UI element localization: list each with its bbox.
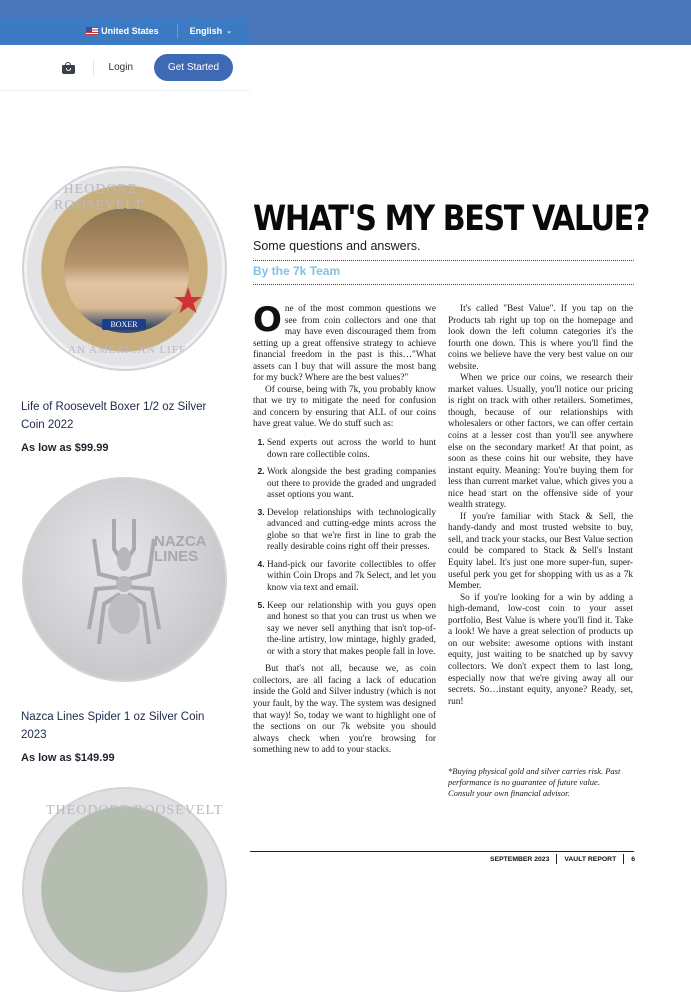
page-footer xyxy=(490,854,635,864)
locale-bar xyxy=(0,17,250,45)
spider-icon xyxy=(84,509,164,649)
country-selector[interactable] xyxy=(86,26,159,36)
language-label: English xyxy=(189,26,223,36)
article-column-right xyxy=(448,304,633,708)
paragraph: But that's not all, because we, as coin collectors, are all facing a lack of education inside the Gold and Silver industry (which is not your fault, by the way. The system was designed that way)! So, today we want to highlight one of the sections on our 7k website you should always check when you're browsing for something new to add to your stacks. xyxy=(253,664,436,756)
product-title[interactable]: Nazca Lines Spider 1 oz Silver Coin 2023 xyxy=(21,711,205,741)
list-item: 5. Keep our relationship with you guys open and honest so that you can trust us when we say we never sell anything that isn't top-of-the-line artistry, low mintage, highly graded, or with a story that makes people fall in love. xyxy=(267,600,436,659)
disclaimer: *Buying physical gold and silver carries risk. Past performance is no guarantee of future value. Consult your own financial advisor. xyxy=(448,766,621,798)
magazine-page xyxy=(250,91,691,899)
paragraph: ne of the most common questions we see from coin collectors and one that may have even discouraged them from setting up a great offensive strategy to achieve financial freedom in the past is this…"What assets can I buy that will assure the most bang for my buck? Where are the best values?" xyxy=(253,304,436,384)
product-price: As low as $99.99 xyxy=(21,442,109,454)
coin-inscription: AN AMERICAN LIFE xyxy=(68,344,187,356)
article-column-left xyxy=(253,300,436,757)
publication-name: VAULT REPORT xyxy=(564,855,617,863)
article-headline: WHAT'S MY BEST VALUE? xyxy=(253,199,649,239)
paragraph: So if you're looking for a win by adding a high-demand, low-cost coin to your asset portfolio, Best Value is where you'll find it. Take a look! We have a great selection of products up on our website: awesome options with instant equity, just waiting to be snatched up by savvy collectors. We don't expect them to last long, especially now that we're giving away all our secrets. So…instant equity, anyone? Ready, set, run! xyxy=(448,592,633,707)
list-item: 3. Develop relationships with technologically advanced and cutting-edge mints across the globe so that we're first in line to grab the really desirable coins right off their presses. xyxy=(267,507,436,554)
list-item: 2. Work alongside the best grading companies out there to provide the graded and ungraded asset options you want. xyxy=(267,466,436,502)
issue-date: SEPTEMBER 2023 xyxy=(490,855,550,863)
coin-inscription: THEODORE ROOSEVELT xyxy=(46,803,224,818)
get-started-button[interactable]: Get Started xyxy=(154,54,233,81)
language-selector[interactable] xyxy=(190,26,232,36)
paragraph: It's called "Best Value". If you tap on the Products tab right up top on the homepage and look down the left column categories it's the fourth one down. This is where you'll find the coins we believe have the very best value on our website. xyxy=(448,304,633,372)
shopping-bag-icon[interactable] xyxy=(62,62,75,74)
product-image-roosevelt[interactable] xyxy=(22,787,227,992)
product-title[interactable]: Life of Roosevelt Boxer 1/2 oz Silver Coin 2022 xyxy=(21,401,207,431)
navbar xyxy=(0,45,250,91)
divider xyxy=(556,854,557,864)
chevron-down-icon: ⌄ xyxy=(226,28,232,35)
page-number: 6 xyxy=(631,855,635,863)
list-item: 4. Hand-pick our favorite collectibles to offer within Coin Drops and 7k Select, and let you know via text and email. xyxy=(267,559,436,595)
paragraph: Of course, being with 7k, you probably know that we try to mitigate the need for confusion and concern by ensuring that ALL of our coins have great value. We do stuff such as: xyxy=(253,384,436,430)
product-price: As low as $149.99 xyxy=(21,752,115,764)
us-flag-icon xyxy=(86,27,98,35)
boxer-portrait xyxy=(64,208,189,333)
star-icon: ★ xyxy=(172,280,205,321)
coin-badge: BOXER xyxy=(102,319,146,330)
product-image-nazca-spider[interactable] xyxy=(22,477,227,682)
article-subhead: Some questions and answers. xyxy=(253,239,421,253)
country-label: United States xyxy=(101,26,159,36)
dropcap: O xyxy=(253,300,282,340)
numbered-list xyxy=(253,437,436,658)
divider xyxy=(623,854,624,864)
login-link[interactable]: Login xyxy=(108,62,133,73)
article-byline: By the 7k Team xyxy=(253,264,341,278)
coin-inscription: THEODORE ROOSEVELT xyxy=(54,182,144,213)
dotted-divider xyxy=(253,260,634,261)
paragraph: If you're familiar with Stack & Sell, the handy-dandy and most trusted website to buy, sell, and track your stacks, our Best Value section could be compared to Stack & Sell's Instant Equity label. It's just one more super-fun, super-useful perk you get for shopping with us as a 7k Member. xyxy=(448,511,633,592)
footer-rule xyxy=(250,851,634,852)
coin-inscription: NAZCA LINES xyxy=(154,533,206,565)
paragraph: When we price our coins, we research their market values. Usually, you'll notice our pricing is right on track with other retailers. Sometimes, though, because of our relationships with wholesalers or other factors, we can offer certain coins at a lesser cost than you'll see anywhere else on the secondary market! At that point, as soon as these coins hit our website, they have instant equity. Meaning: You're buying them for less than current market value, which gives you a nice head start on the offensive side of your wealth strategy. xyxy=(448,373,633,511)
divider xyxy=(93,59,94,77)
dotted-divider xyxy=(253,284,634,285)
divider xyxy=(177,24,178,38)
list-item: 1. Send experts out across the world to hunt down rare collectible coins. xyxy=(267,437,436,461)
product-image-roosevelt-boxer[interactable] xyxy=(22,166,227,371)
